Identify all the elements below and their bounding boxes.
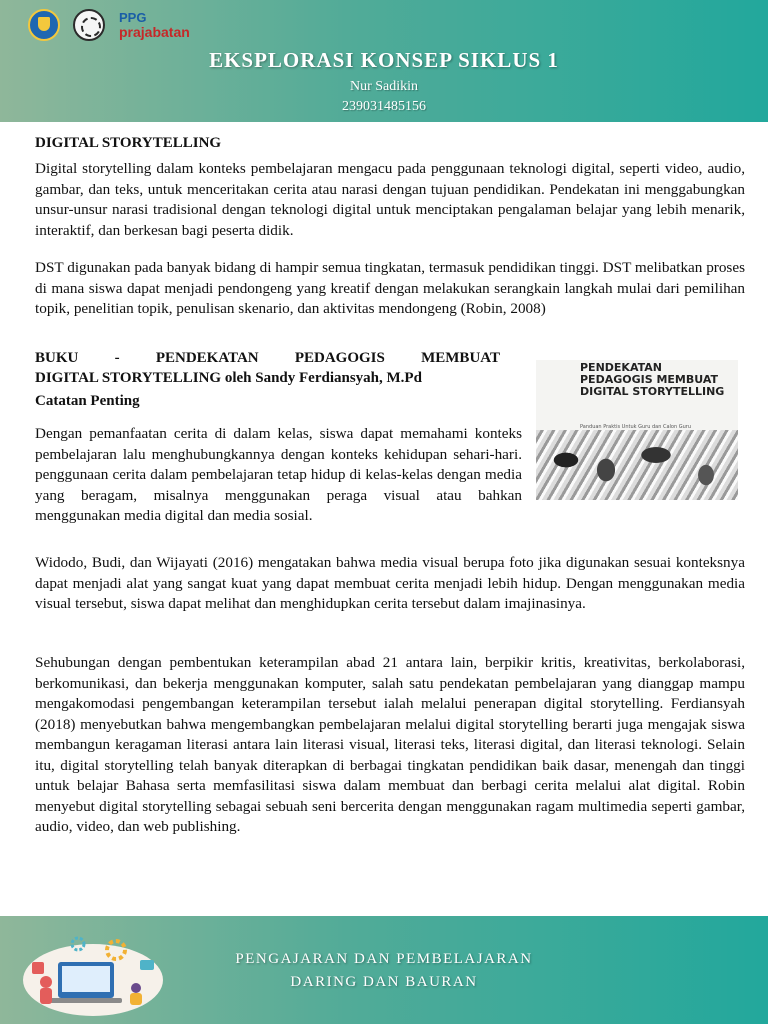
prajabatan-logo-text: prajabatan [119, 24, 190, 40]
paragraph-definition: Digital storytelling dalam konteks pembelajaran mengacu pada penggunaan teknologi digital, seperti video, audio, gambar, dan teks, untuk menceritakan cerita atau narasi dengan tujuan pendidikan. Pendekatan ini menggabungkan unsur-unsur narasi tradisional dengan teknologi digital untuk menciptakan pengalaman belajar yang lebih menarik, interaktif, dan berkesan bagi peserta didik. [35, 160, 745, 239]
footer-title-line-2: DARING DAN BAURAN [290, 974, 478, 990]
paragraph-21st-century-skills: Sehubungan dengan pembentukan keterampilan abad 21 antara lain, berpikir kritis, kreativitas, berkolaborasi, berkomunikasi, dan bekerja menggunakan komputer, salah satu pendekatan pembelajaran yang dianggap mampu mengakomodasi pengembangan keterampilan tersebut ialah melalui penerapan digital storytelling. Ferdiansyah (2018) menyebutkan bahwa mengembangkan pembelajaran melalui digital storytelling berarti juga mengajak siswa membangun keragaman literasi antara lain literasi visual, literasi teks, literasi digital, dan literasi teknologi. Selain itu, digital storytelling telah banyak diterapkan di berbagai tingkatan pendidikan baik dasar, menengah dan tinggi untuk belajar Bahasa serta memfasilitasi siswa dalam membuat dan berbagi cerita melalui alat digital. Robin menyebut digital storytelling sebagai sebuah seni bercerita dengan menggunakan ragam multimedia seperti gambar, audio, video, dan web publishing. [35, 654, 745, 835]
book-cover-artwork [536, 430, 738, 500]
section-heading-digital-storytelling: DIGITAL STORYTELLING [35, 135, 222, 151]
university-logo-icon [73, 9, 105, 41]
book-cover-image [536, 360, 738, 500]
book-cover-subtitle: Panduan Praktis Untuk Guru dan Calon Guru [580, 424, 692, 430]
online-learning-illustration [18, 928, 168, 1018]
book-cover-title: PENDEKATAN PEDAGOGIS MEMBUAT DIGITAL STORYTELLING [580, 361, 725, 398]
ministry-logo-icon [28, 9, 60, 41]
footer-title-line-1: PENGAJARAN DAN PEMBELAJARAN [235, 951, 533, 967]
author-name: Nur Sadikin [349, 79, 419, 94]
page-title: EKSPLORASI KONSEP SIKLUS 1 [209, 48, 559, 72]
ppg-logo-text: PPG [119, 10, 147, 25]
student-id: 239031485156 [342, 99, 426, 114]
notes-subheading: Catatan Penting [35, 393, 140, 409]
paragraph-important-notes: Dengan pemanfaatan cerita di dalam kelas, siswa dapat memahami konteks pembelajaran lalu menghubungkannya dengan konteks kehidupan sehari-hari. penggunaan cerita dalam pembelajaran tetap hidup di kelas-kelas dengan media yang beragam, misalnya menggunakan peraga visual atau bahkan menggunakan media digital dan media sosial. [35, 425, 522, 524]
book-heading-line-1: BUKU - PENDEKATAN PEDAGOGIS MEMBUAT [35, 350, 500, 366]
paragraph-dst-usage: DST digunakan pada banyak bidang di hampir semua tingkatan, termasuk pendidikan tinggi. DST melibatkan proses di mana siswa dapat menjadi pendongeng yang kreatif dengan melakukan serangkain langkah mulai dari pemilihan topik, penelitian topik, penulisan skenario, dan aktivitas mendongeng (Robin, 2008) [35, 259, 745, 317]
paragraph-visual-media: Widodo, Budi, dan Wijayati (2016) mengatakan bahwa media visual berupa foto jika digunakan sesuai konteksnya dapat menjadi alat yang sangat kuat yang dapat membuat cerita menjadi lebih hidup. Dengan menggunakan media visual tersebut, siswa dapat melihat dan menghidupkan cerita tersebut dalam imajinasinya. [35, 554, 745, 612]
book-heading-line-2: DIGITAL STORYTELLING oleh Sandy Ferdiansyah, M.Pd [35, 370, 422, 386]
